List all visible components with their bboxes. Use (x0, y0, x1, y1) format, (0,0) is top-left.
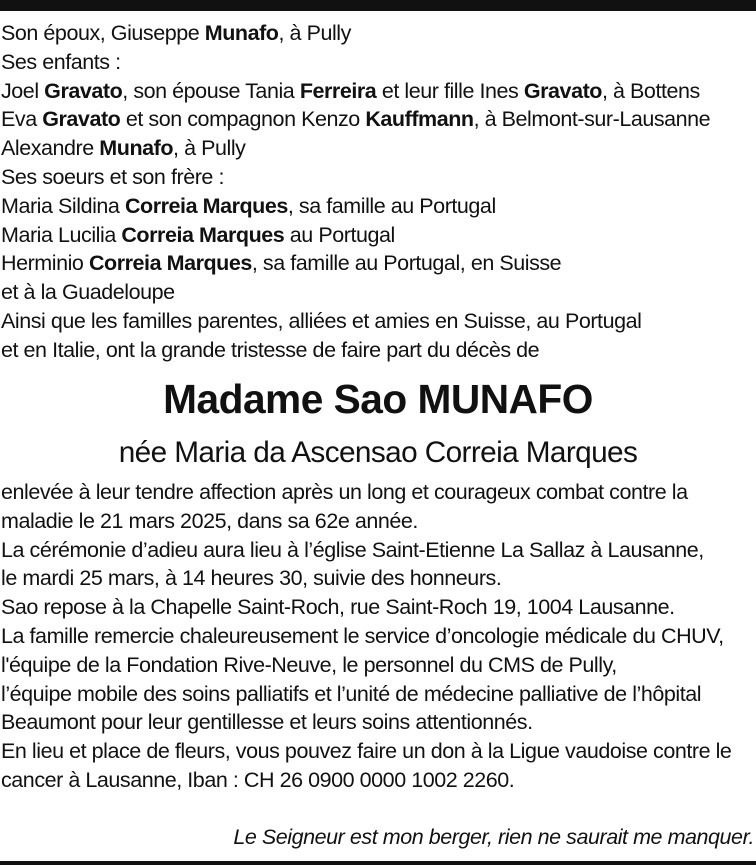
text-segment: , à Bottens (601, 78, 700, 103)
text-segment: Ainsi que les familles parentes, alliées et amies en Suisse, au Portugal (1, 308, 642, 333)
surname: Correia Marques (88, 251, 252, 276)
announcement-text (1, 478, 755, 795)
relative-line (1, 134, 755, 163)
deceased-name: Madame Sao MUNAFO (163, 376, 593, 422)
announcement-line: La cérémonie d’adieu aura lieu à l’église Saint-Etienne La Sallaz à Lausanne, (1, 537, 704, 562)
announcement-line: l'équipe de la Fondation Rive-Neuve, le personnel du CMS de Pully, (1, 652, 617, 677)
text-segment: Ses enfants : (1, 49, 121, 74)
text-segment: Joel (1, 78, 45, 103)
text-segment: , à Belmont-sur-Lausanne (473, 107, 711, 132)
relative-line (1, 221, 755, 250)
relative-line (1, 249, 755, 278)
announcement-line: le mardi 25 mars, à 14 heures 30, suivie des honneurs. (1, 566, 502, 591)
announcement-line: enlevée à leur tendre affection après un long et courageux combat contre la (1, 480, 688, 504)
text-segment: et son compagnon Kenzo (120, 107, 366, 132)
text-segment: et en Italie, ont la grande tristesse de faire part du décès de (1, 337, 540, 362)
relatives-list (1, 19, 755, 365)
text-segment: Ses soeurs et son frère : (1, 164, 224, 189)
text-segment: , à Pully (173, 136, 246, 161)
relative-line (1, 336, 755, 365)
surname: Correia Marques (121, 222, 285, 247)
text-segment: Maria Lucilia (1, 222, 122, 247)
text-segment: , à Pully (278, 21, 351, 45)
surname: Kauffmann (365, 107, 474, 132)
text-segment: et à la Guadeloupe (1, 280, 175, 305)
surname: Munafo (204, 21, 279, 45)
announcement-line: cancer à Lausanne, Iban : CH 26 0900 0000 1002 2260. (1, 767, 515, 792)
text-segment: Herminio (1, 251, 89, 276)
surname: Correia Marques (124, 193, 288, 218)
relative-line (1, 192, 755, 221)
text-segment: Eva (1, 107, 43, 132)
announcement-line: Beaumont pour leur gentillesse et leurs soins attentionnés. (1, 710, 533, 735)
surname: Ferreira (299, 78, 377, 103)
surname: Munafo (99, 136, 174, 161)
relative-line (1, 19, 755, 48)
text-segment: , sa famille au Portugal (287, 193, 496, 218)
text-segment: Alexandre (1, 136, 100, 161)
text-segment: au Portugal (284, 222, 395, 247)
text-segment: et leur fille Ines (376, 78, 524, 103)
text-segment: , sa famille au Portugal, en Suisse (251, 251, 562, 276)
relative-line (1, 163, 755, 192)
text-segment: Maria Sildina (1, 193, 125, 218)
surname: Gravato (42, 107, 121, 132)
relative-line (1, 48, 755, 77)
text-segment: Son époux, Giuseppe (1, 21, 205, 45)
announcement-line: l’équipe mobile des soins palliatifs et l’unité de médecine palliative de l’hôpital (1, 681, 702, 706)
surname: Gravato (523, 78, 602, 103)
announcement-line: La famille remercie chaleureusement le service d’oncologie médicale du CHUV, (1, 623, 724, 648)
text-segment: , son épouse Tania (122, 78, 300, 103)
announcement-line: En lieu et place de fleurs, vous pouvez faire un don à la Ligue vaudoise contre le (1, 739, 732, 764)
closing-quote: Le Seigneur est mon berger, rien ne saurait me manquer. (233, 825, 754, 849)
relative-line (1, 278, 755, 307)
maiden-name: née Maria da Ascensao Correia Marques (118, 436, 638, 469)
announcement-line: maladie le 21 mars 2025, dans sa 62e année. (1, 508, 418, 533)
announcement-line: Sao repose à la Chapelle Saint-Roch, rue Saint-Roch 19, 1004 Lausanne. (1, 595, 675, 620)
top-border-rule (0, 0, 756, 11)
bottom-border-rule (0, 861, 756, 865)
relative-line (1, 105, 755, 134)
relative-line (1, 77, 755, 106)
relative-line (1, 307, 755, 336)
surname: Gravato (44, 78, 123, 103)
